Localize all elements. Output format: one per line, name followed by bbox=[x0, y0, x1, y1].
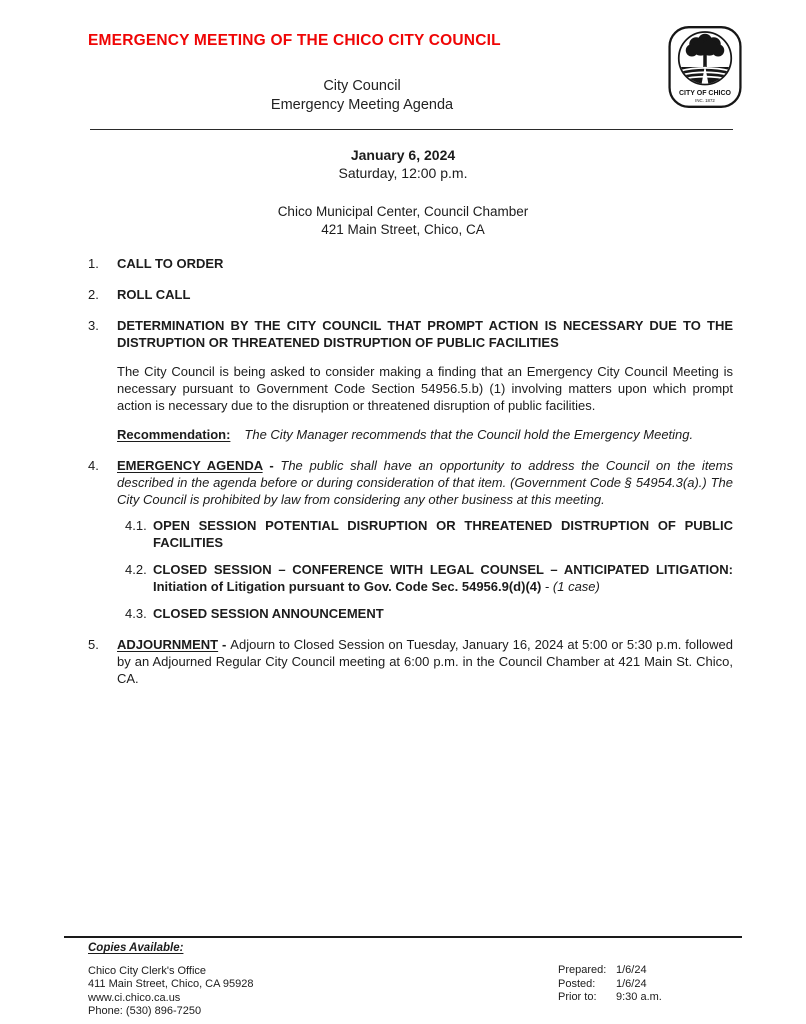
doc-title bbox=[0, 77, 724, 115]
prepared-posted-block bbox=[558, 964, 662, 1005]
agenda-item-call-to-order bbox=[88, 255, 733, 272]
copies-available-label: Copies Available: bbox=[88, 942, 184, 954]
item-number: 2. bbox=[88, 287, 99, 302]
agenda-item-adjournment bbox=[88, 636, 733, 687]
agenda-item-roll-call bbox=[88, 286, 733, 303]
meeting-location-line1: Chico Municipal Center, Council Chamber bbox=[277, 204, 529, 219]
item-number: 1. bbox=[88, 256, 99, 271]
item-title: ROLL CALL bbox=[117, 287, 191, 302]
clerk-website-line: www.ci.chico.ca.us bbox=[88, 991, 181, 1004]
clerk-office-line: Chico City Clerk's Office bbox=[88, 964, 207, 977]
footer bbox=[64, 936, 742, 1019]
prior-label: Prior to: bbox=[558, 991, 597, 1003]
seal-name-text: CITY OF CHICO bbox=[679, 90, 731, 98]
clerk-phone-line: Phone: (530) 896-7250 bbox=[88, 1005, 202, 1017]
posted-label: Posted: bbox=[558, 977, 596, 990]
doc-title-line2: Emergency Meeting Agenda bbox=[270, 97, 454, 113]
agenda-item-emergency-agenda bbox=[88, 457, 733, 622]
case-count: (1 case) bbox=[552, 579, 600, 594]
item-title: DETERMINATION BY THE CITY COUNCIL THAT PROMPT ACTION IS NECESSARY DUE TO THE DISTRUPTION OR THREATENED DISTRUPTION OF PUBLIC FACILITIES bbox=[117, 318, 733, 350]
header-divider bbox=[90, 129, 733, 130]
subitem-number: 4.3. bbox=[125, 606, 147, 621]
subitem-closed-session-announcement bbox=[125, 605, 733, 622]
prepared-value: 1/6/24 bbox=[616, 964, 647, 976]
meeting-location bbox=[0, 203, 806, 239]
subitem-title: OPEN SESSION POTENTIAL DISRUPTION OR THREATENED DISTRUPTION OF PUBLIC FACILITIES bbox=[153, 518, 733, 550]
subitem-number: 4.1. bbox=[125, 518, 147, 533]
seal-inc-text: INC. 1872 bbox=[695, 98, 715, 103]
item-number: 4. bbox=[88, 458, 99, 473]
agenda-list bbox=[88, 255, 733, 701]
doc-title-line1: City Council bbox=[323, 78, 401, 94]
meeting-location-line2: 421 Main Street, Chico, CA bbox=[321, 222, 485, 237]
subitem-closed-session-litigation bbox=[125, 561, 733, 595]
item-title: CALL TO ORDER bbox=[117, 256, 224, 271]
recommendation-text: The City Manager recommends that the Council hold the Emergency Meeting. bbox=[244, 427, 694, 442]
title-dash: - bbox=[218, 637, 231, 652]
posted-value: 1/6/24 bbox=[616, 977, 647, 990]
meeting-date: January 6, 2024 bbox=[350, 147, 456, 163]
determination-body: The City Council is being asked to consider making a finding that an Emergency City Council Meeting is necessary pursuant to Government Code Section 54956.5.b) (1) involving matters upon which prompt action is necessary due to the disruption or threatened disruption of public facilities. bbox=[117, 364, 733, 413]
agenda-item-determination bbox=[88, 317, 733, 443]
item-title: EMERGENCY AGENDA bbox=[117, 458, 263, 473]
subitem-open-session bbox=[125, 517, 733, 551]
prior-value: 9:30 a.m. bbox=[616, 991, 662, 1003]
adjournment-body: Adjourn to Closed Session on Tuesday, January 16, 2024 at 5:00 or 5:30 p.m. followed by an Adjourned Regular City Council meeting at 6:00 p.m. in the Council Chamber at 421 Main St. Chico, CA. bbox=[117, 637, 733, 686]
banner-title: EMERGENCY MEETING OF THE CHICO CITY COUNCIL bbox=[88, 32, 501, 49]
clerk-address-line: 411 Main Street, Chico, CA 95928 bbox=[88, 978, 254, 990]
item-number: 5. bbox=[88, 637, 99, 652]
item-number: 3. bbox=[88, 318, 99, 333]
subitem-title: CLOSED SESSION ANNOUNCEMENT bbox=[153, 606, 384, 621]
prepared-label: Prepared: bbox=[558, 964, 607, 976]
footer-divider bbox=[64, 936, 742, 938]
meeting-day-time: Saturday, 12:00 p.m. bbox=[338, 165, 468, 181]
item-title: ADJOURNMENT bbox=[117, 637, 219, 652]
emergency-agenda-intro: The public shall have an opportunity to address the Council on the items described in the agenda before or during consideration of that item. (Government Code § 54954.3(a).) The City Council is prohibited by law from considering any other business at this meeting. bbox=[117, 458, 733, 507]
subitem-dash: - bbox=[541, 579, 553, 594]
title-dash: - bbox=[262, 458, 281, 473]
meeting-date-time bbox=[0, 146, 806, 182]
recommendation-label: Recommendation: bbox=[117, 427, 231, 442]
subitem-number: 4.2. bbox=[125, 562, 147, 577]
subitem-title: CLOSED SESSION – CONFERENCE WITH LEGAL COUNSEL – ANTICIPATED LITIGATION: Initiation of Litigation pursuant to Gov. Code Sec. 54956.9(d)(4) bbox=[153, 562, 733, 594]
